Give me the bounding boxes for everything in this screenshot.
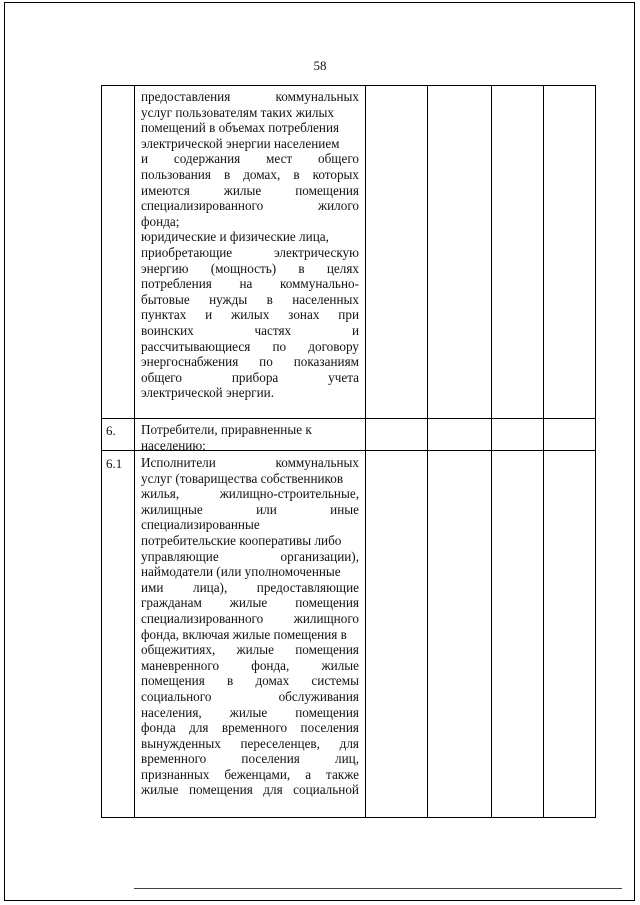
cell-text-line: и содержания мест общего	[141, 151, 359, 167]
row-number: 6.	[106, 423, 116, 438]
cell-text-line: жилья, жилищно-строительные,	[141, 486, 359, 502]
cell-text-line: Потребители, приравненные к	[141, 422, 312, 437]
table-col-divider	[543, 85, 544, 818]
cell-text-line: электрической энергии населением	[141, 135, 340, 151]
cell-text-line: маневренного фонда, жилые	[141, 657, 359, 673]
cell-text-line: пунктах и жилых зонах при	[141, 307, 359, 323]
cell-text-line: населения, жилые помещения	[141, 704, 359, 720]
cell-text-line: рассчитывающиеся по договору	[141, 338, 359, 354]
cell-text-line: предоставления коммунальных	[141, 89, 359, 104]
cell-text-line: услуг (товарищества собственников	[141, 470, 344, 486]
cell-text-line: общежитиях, жилые помещения	[141, 642, 359, 658]
cell-text-line: гражданам жилые помещения	[141, 595, 359, 611]
cell-text-line: общего прибора учета	[141, 369, 359, 385]
cell-text-line: вынужденных переселенцев, для	[141, 735, 359, 751]
table-col-divider	[365, 85, 366, 818]
table-col-divider	[491, 85, 492, 818]
cell-text-line: специализированного жилищного	[141, 610, 359, 626]
cell-text-line: потребления на коммунально-	[141, 276, 359, 292]
cell-text-line: воинских частях и	[141, 322, 359, 338]
table-border-left	[101, 85, 102, 818]
cell-text-line: социального обслуживания	[141, 688, 359, 704]
table-row	[141, 455, 359, 798]
table-border-top	[101, 85, 596, 86]
cell-text-line: специализированные	[141, 517, 260, 533]
cell-text-line: помещений в объемах потребления	[141, 120, 340, 136]
cell-text-line: юридические и физические лица,	[141, 229, 329, 245]
table-border-bottom	[101, 817, 596, 818]
cell-text-line: фонда;	[141, 213, 180, 229]
row-number: 6.1	[106, 456, 123, 471]
table-row	[141, 89, 359, 401]
cell-text-line: населению:	[141, 437, 206, 453]
cell-text-line: пользования в домах, в которых	[141, 166, 359, 182]
cell-text-line: приобретающие электрическую	[141, 244, 359, 260]
cell-text-line: энергию (мощность) в целях	[141, 260, 359, 276]
cell-text-line: временного поселения лиц,	[141, 751, 359, 767]
cell-text-line: ими лица), предоставляющие	[141, 579, 359, 595]
cell-text-line: признанных беженцами, а также	[141, 766, 359, 782]
table-col-divider	[134, 85, 135, 818]
table-col-divider	[427, 85, 428, 818]
table-row-divider	[101, 418, 596, 419]
cell-text-line: управляющие организации),	[141, 548, 359, 564]
table-row	[141, 422, 359, 453]
cell-text-line: Исполнители коммунальных	[141, 455, 359, 470]
cell-text-line: фонда, включая жилые помещения в	[141, 626, 347, 642]
cell-text-line: наймодатели (или уполномоченные	[141, 564, 341, 580]
cell-text-line: жилые помещения для социальной	[141, 782, 359, 798]
bottom-rule	[134, 888, 622, 889]
cell-text-line: услуг пользователям таких жилых	[141, 104, 334, 120]
page-number: 58	[313, 58, 327, 73]
table-border-right	[595, 85, 596, 818]
cell-text-line: потребительские кооперативы либо	[141, 532, 342, 548]
cell-text-line: энергоснабжения по показаниям	[141, 354, 359, 370]
cell-text-line: имеются жилые помещения	[141, 182, 359, 198]
cell-text-line: помещения в домах системы	[141, 673, 359, 689]
cell-text-line: жилищные или иные	[141, 501, 359, 517]
cell-text-line: специализированного жилого	[141, 198, 359, 214]
cell-text-line: фонда для временного поселения	[141, 720, 359, 736]
cell-text-line: электрической энергии.	[141, 385, 275, 401]
cell-text-line: бытовые нужды в населенных	[141, 291, 359, 307]
